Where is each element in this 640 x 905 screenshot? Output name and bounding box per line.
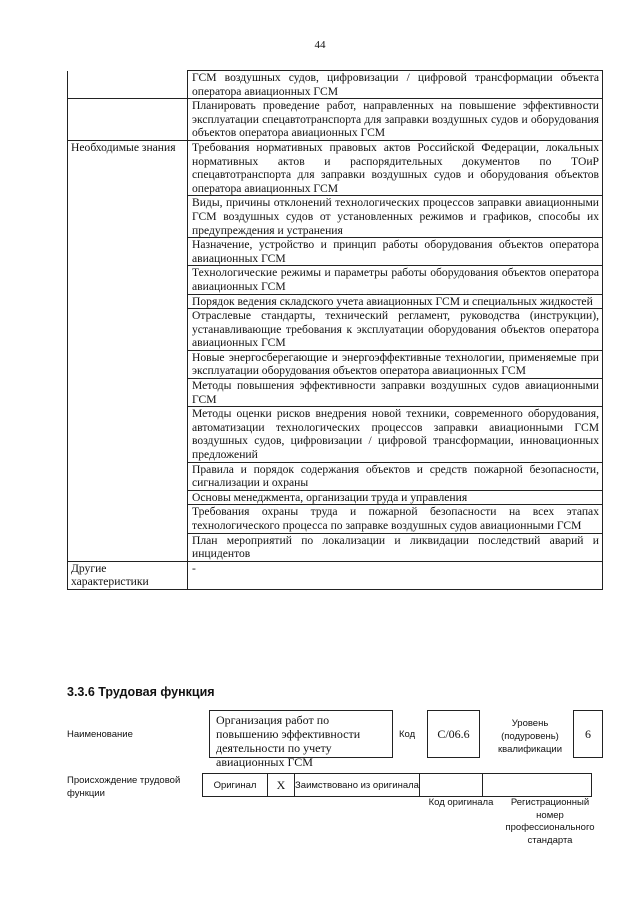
empty-label-cell [68,71,188,99]
page-number: 44 [314,39,326,51]
table-row [68,561,603,589]
borrowed-label: Заимствовано из оригинала [295,774,420,797]
origin-code-cell [420,774,483,797]
origin-label: Происхождение трудовой функции [67,775,181,799]
knowledge-item: Новые энергосберегающие и энергоэффективные технологии, применяемые при эксплуатации оборудования объектов оператора авиационных ГСМ [188,350,603,378]
code-value-box: C/06.6 [427,710,480,758]
function-name-box: Организация работ по повышению эффективности деятельности по учету авиационных ГСМ [209,710,393,758]
knowledge-item: Виды, причины отклонений технологических процессов заправки авиационными ГСМ воздушных судов от установленных режимов и графиков, способы их предупреждения и устранения [188,196,603,238]
qualification-level-label: Уровень (подуровень) квалификации [497,718,563,755]
reg-number-cell [483,774,592,797]
name-label: Наименование [67,729,133,740]
table-row [68,71,603,99]
knowledge-item: Технологические режимы и параметры работы оборудования объектов оператора авиационных ГСМ [188,266,603,294]
knowledge-item: Порядок ведения складского учета авиационных ГСМ и специальных жидкостей [188,294,603,309]
original-mark: X [268,774,295,797]
qualification-level-box: 6 [573,710,603,758]
knowledge-item: Методы повышения эффективности заправки воздушных судов авиационными ГСМ [188,379,603,407]
knowledge-item: Правила и порядок содержания объектов и средств пожарной безопасности, сигнализации и охраны [188,462,603,490]
table-row [68,99,603,141]
knowledge-item: Требования нормативных правовых актов Российской Федерации, локальных нормативных актов и распорядительных документов по ТОиР спецавтотранспорта для заправки воздушных судов и оборудования объектов оператора авиационных ГСМ [188,140,603,195]
knowledge-item: Основы менеджмента, организации труда и управления [188,490,603,505]
empty-label-cell [68,99,188,141]
table-row [68,140,603,195]
origin-code-label: Код оригинала [428,797,494,808]
knowledge-table [67,70,603,590]
code-label: Код [399,729,416,740]
other-characteristics-label: Другие характеристики [68,561,188,589]
reg-number-label: Регистрационный номер профессионального стандарта [505,797,595,846]
section-title: 3.3.6 Трудовая функция [67,685,215,699]
other-characteristics-value: - [188,561,603,589]
knowledge-item: Требования охраны труда и пожарной безопасности на всех этапах технологического процесса по заправке воздушных судов авиационными ГСМ [188,505,603,533]
knowledge-label: Необходимые знания [68,140,188,561]
knowledge-item: План мероприятий по локализации и ликвидации последствий аварий и инцидентов [188,533,603,561]
knowledge-item: Методы оценки рисков внедрения новой техники, современного оборудования, автоматизации технологических процессов заправки авиационными ГСМ воздушных судов, цифровизации / цифровой трансформации, инновационных предложений [188,407,603,462]
knowledge-item: Назначение, устройство и принцип работы оборудования объектов оператора авиационных ГСМ [188,238,603,266]
knowledge-item: Отраслевые стандарты, технический регламент, руководства (инструкции), устанавливающие требования к эксплуатации оборудования объектов оператора авиационных ГСМ [188,309,603,351]
origin-table [202,773,592,797]
original-label: Оригинал [203,774,268,797]
table-cell: ГСМ воздушных судов, цифровизации / цифровой трансформации объекта оператора авиационных ГСМ [188,71,603,99]
table-cell: Планировать проведение работ, направленных на повышение эффективности эксплуатации спецавтотранспорта для заправки воздушных судов и оборудования объектов оператора авиационных ГСМ [188,99,603,141]
